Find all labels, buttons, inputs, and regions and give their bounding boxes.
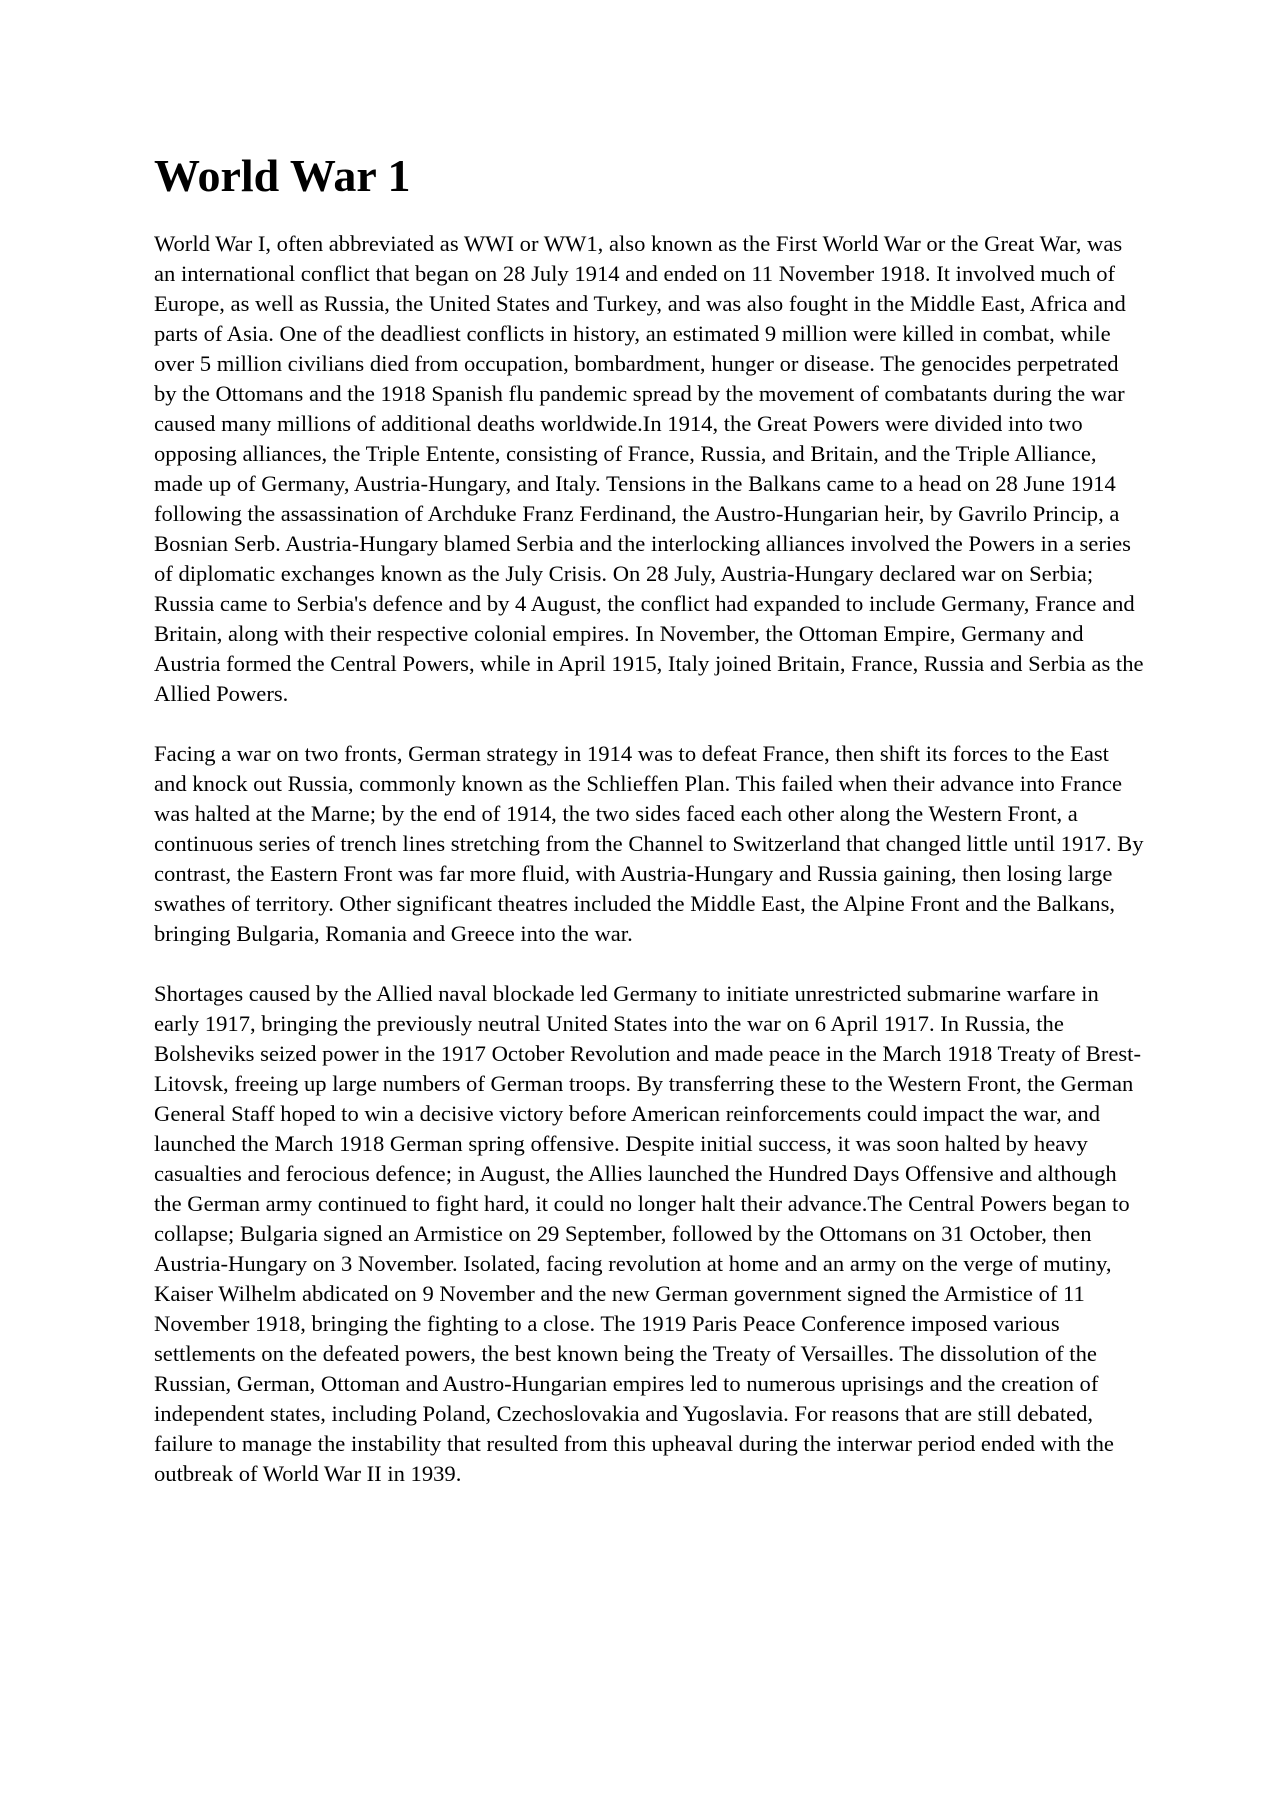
paragraph-1: World War I, often abbreviated as WWI or WW1, also known as the First World War or the Great War, was an international conflict that began on 28 July 1914 and ended on 11 November 1918. It involved much of Europe, as well as Russia, the United States and Turkey, and was also fought in the Middle East, Africa and parts of Asia. One of the deadliest conflicts in history, an estimated 9 million were killed in combat, while over 5 million civilians died from occupation, bombardment, hunger or disease. The genocides perpetrated by the Ottomans and the 1918 Spanish flu pandemic spread by the movement of combatants during the war caused many millions of additional deaths worldwide.In 1914, the Great Powers were divided into two opposing alliances, the Triple Entente, consisting of France, Russia, and Britain, and the Triple Alliance, made up of Germany, Austria-Hungary, and Italy. Tensions in the Balkans came to a head on 28 June 1914 following the assassination of Archduke Franz Ferdinand, the Austro-Hungarian heir, by Gavrilo Princip, a Bosnian Serb. Austria-Hungary blamed Serbia and the interlocking alliances involved the Powers in a series of diplomatic exchanges known as the July Crisis. On 28 July, Austria-Hungary declared war on Serbia; Russia came to Serbia's defence and by 4 August, the conflict had expanded to include Germany, France and Britain, along with their respective colonial empires. In November, the Ottoman Empire, Germany and Austria formed the Central Powers, while in April 1915, Italy joined Britain, France, Russia and Serbia as the Allied Powers. [154, 230, 1144, 706]
document-page [154, 150, 1144, 1519]
document-title: World War 1 [154, 150, 411, 201]
paragraph-2: Facing a war on two fronts, German strategy in 1914 was to defeat France, then shift its forces to the East and knock out Russia, commonly known as the Schlieffen Plan. This failed when their advance into France was halted at the Marne; by the end of 1914, the two sides faced each other along the Western Front, a continuous series of trench lines stretching from the Channel to Switzerland that changed little until 1917. By contrast, the Eastern Front was far more fluid, with Austria-Hungary and Russia gaining, then losing large swathes of territory. Other significant theatres included the Middle East, the Alpine Front and the Balkans, bringing Bulgaria, Romania and Greece into the war. [154, 740, 1144, 946]
paragraph-3: Shortages caused by the Allied naval blockade led Germany to initiate unrestricted submarine warfare in early 1917, bringing the previously neutral United States into the war on 6 April 1917. In Russia, the Bolsheviks seized power in the 1917 October Revolution and made peace in the March 1918 Treaty of Brest-Litovsk, freeing up large numbers of German troops. By transferring these to the Western Front, the German General Staff hoped to win a decisive victory before American reinforcements could impact the war, and launched the March 1918 German spring offensive. Despite initial success, it was soon halted by heavy casualties and ferocious defence; in August, the Allies launched the Hundred Days Offensive and although the German army continued to fight hard, it could no longer halt their advance.The Central Powers began to collapse; Bulgaria signed an Armistice on 29 September, followed by the Ottomans on 31 October, then Austria-Hungary on 3 November. Isolated, facing revolution at home and an army on the verge of mutiny, Kaiser Wilhelm abdicated on 9 November and the new German government signed the Armistice of 11 November 1918, bringing the fighting to a close. The 1919 Paris Peace Conference imposed various settlements on the defeated powers, the best known being the Treaty of Versailles. The dissolution of the Russian, German, Ottoman and Austro-Hungarian empires led to numerous uprisings and the creation of independent states, including Poland, Czechoslovakia and Yugoslavia. For reasons that are still debated, failure to manage the instability that resulted from this upheaval during the interwar period ended with the outbreak of World War II in 1939. [154, 980, 1141, 1486]
